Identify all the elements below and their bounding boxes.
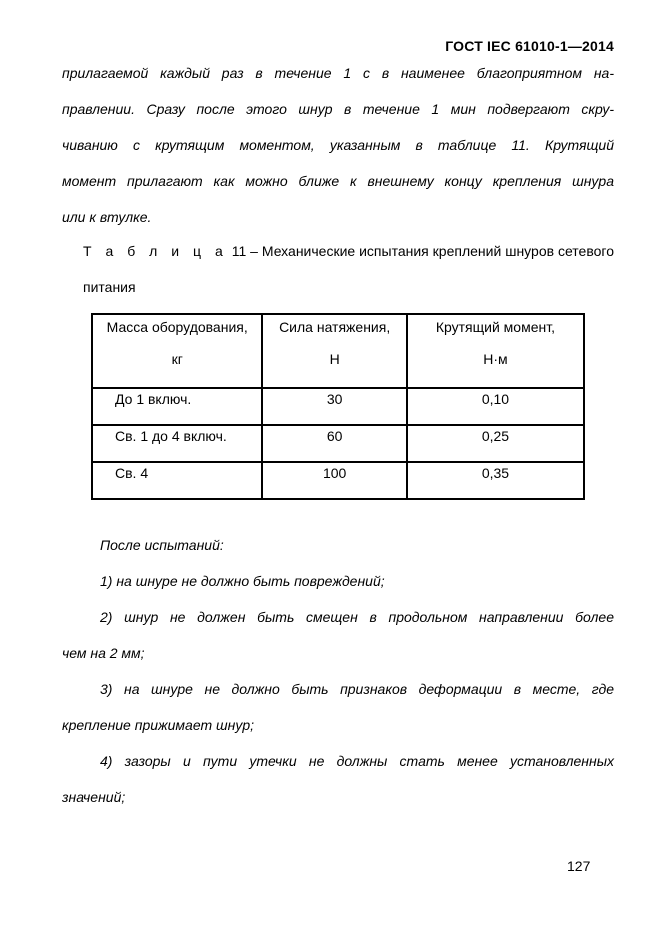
table-cell-force: 60 bbox=[262, 425, 406, 462]
paragraph-line: момент прилагают как можно ближе к внешнему концу крепления шнура bbox=[62, 173, 614, 189]
after-tests-section bbox=[62, 527, 614, 815]
header-torque-unit: Н·м bbox=[483, 351, 508, 367]
header-mass bbox=[92, 314, 262, 388]
caption-text: 11 – Механические испытания креплений шнуров сетевого bbox=[227, 243, 614, 259]
table-caption bbox=[83, 233, 614, 305]
table-cell-torque: 0,25 bbox=[407, 425, 584, 462]
requirement-item-2-line-1: 2) шнур не должен быть смещен в продольном направлении более bbox=[100, 609, 614, 625]
mechanical-tests-table bbox=[91, 313, 585, 500]
table-cell-force: 30 bbox=[262, 388, 406, 425]
paragraph-line: чиванию с крутящим моментом, указанным в таблице 11. Крутящий bbox=[62, 137, 614, 153]
paragraph-line: или к втулке. bbox=[62, 209, 152, 225]
requirement-item-3-line-1: 3) на шнуре не должно быть признаков деформации в месте, где bbox=[100, 681, 614, 697]
table-cell-mass: До 1 включ. bbox=[92, 388, 262, 425]
table-row bbox=[92, 425, 584, 462]
table-cell-mass: Св. 4 bbox=[92, 462, 262, 499]
requirement-item-3-line-2: крепление прижимает шнур; bbox=[62, 717, 254, 733]
top-paragraph bbox=[62, 55, 614, 235]
caption-line-1 bbox=[83, 233, 614, 269]
table-row bbox=[92, 388, 584, 425]
header-mass-title: Масса оборудования, bbox=[106, 319, 248, 335]
paragraph-line: прилагаемой каждый раз в течение 1 с в наименее благоприятном на- bbox=[62, 65, 614, 81]
header-mass-unit: кг bbox=[171, 351, 183, 367]
document-header: ГОСТ IEC 61010-1—2014 bbox=[445, 38, 614, 54]
table-cell-force: 100 bbox=[262, 462, 406, 499]
requirement-item-4-line-1: 4) зазоры и пути утечки не должны стать менее установленных bbox=[100, 753, 614, 769]
table-cell-mass: Св. 1 до 4 включ. bbox=[92, 425, 262, 462]
header-torque bbox=[407, 314, 584, 388]
requirement-item-1: 1) на шнуре не должно быть повреждений; bbox=[100, 573, 385, 589]
requirement-item-4-line-2: значений; bbox=[62, 789, 126, 805]
header-pull-force bbox=[262, 314, 406, 388]
caption-prefix: Т а б л и ц а bbox=[83, 243, 228, 259]
header-pull-force-unit: Н bbox=[329, 351, 340, 367]
paragraph-line: правлении. Сразу после этого шнур в течение 1 мин подвергают скру- bbox=[62, 101, 614, 117]
requirement-item-2-line-2: чем на 2 мм; bbox=[62, 645, 145, 661]
table-cell-torque: 0,35 bbox=[407, 462, 584, 499]
after-tests-intro: После испытаний: bbox=[100, 537, 224, 553]
table-row bbox=[92, 462, 584, 499]
header-torque-title: Крутящий момент, bbox=[435, 319, 555, 335]
table-cell-torque: 0,10 bbox=[407, 388, 584, 425]
caption-line-2: питания bbox=[83, 279, 136, 295]
table-header-row bbox=[92, 314, 584, 388]
page-number: 127 bbox=[567, 858, 591, 874]
header-pull-force-title: Сила натяжения, bbox=[279, 319, 391, 335]
